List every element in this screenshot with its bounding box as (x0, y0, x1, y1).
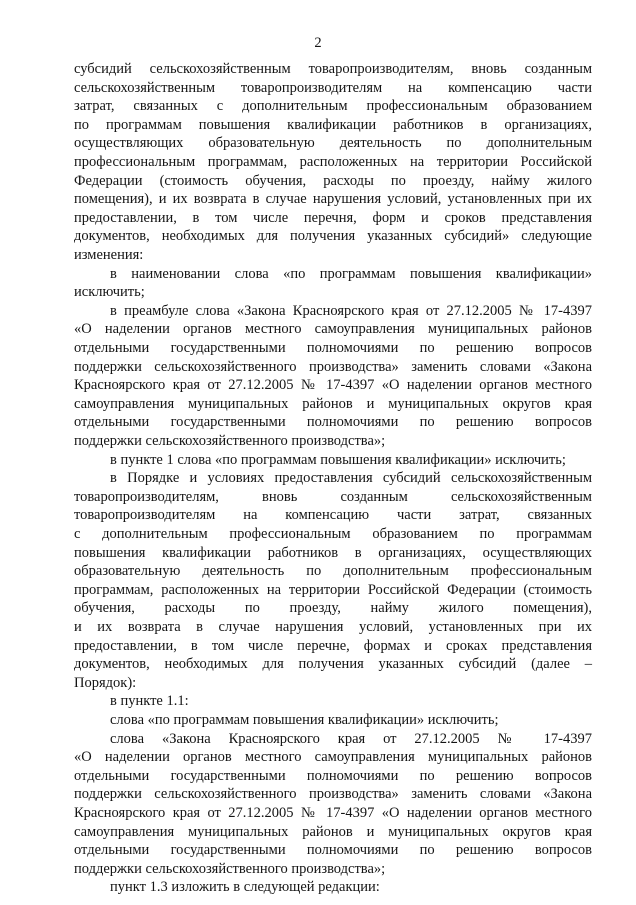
text-line: слова «Закона Красноярского края от 27.12.2005 № 17-4397 (110, 730, 592, 747)
text-line: предоставлении, в том числе перечне, формах и сроках представления (74, 637, 592, 654)
text-line: в преамбуле слова «Закона Красноярского края от 27.12.2005 № 17-4397 (110, 302, 592, 319)
text-line: пункт 1.3 изложить в следующей редакции: (110, 879, 380, 896)
text-line: поддержки сельскохозяйственного производства»; (74, 860, 386, 877)
page-number: 2 (314, 35, 322, 51)
text-line: отдельными государственными полномочиями по решению вопросов (74, 842, 592, 859)
text-line: осуществляющих образовательную деятельность по дополнительным (74, 135, 592, 152)
text-line: с дополнительным профессиональным образованием по программам (74, 526, 592, 542)
text-line: профессиональным программам, расположенных на территории Российской (74, 154, 592, 170)
text-line: поддержки сельскохозяйственного производства»; (74, 433, 386, 449)
text-line: затрат, связанных с дополнительным профессиональным образованием (74, 98, 592, 115)
text-line: Красноярского края от 27.12.2005 № 17-4397 «О наделении органов местного (74, 377, 592, 394)
text-line: помещения), и их возврата в случае нарушения условий, установленных при их (74, 191, 592, 208)
text-line: повышения квалификации работников в организациях, осуществляющих (74, 544, 592, 561)
text-line: отдельными государственными полномочиями по решению вопросов (74, 414, 592, 431)
text-line: «О наделении органов местного самоуправления муниципальных районов (74, 749, 592, 766)
text-line: «О наделении органов местного самоуправления муниципальных районов (74, 321, 592, 338)
text-line: поддержки сельскохозяйственного производства» заменить словами «Закона (74, 358, 592, 375)
text-line: самоуправления муниципальных районов и муниципальных округов края (74, 395, 592, 412)
text-line: предоставлении, в том числе перечня, форм и сроков представления (74, 209, 592, 226)
text-line: изменения: (74, 247, 144, 263)
text-line: товаропроизводителям на компенсацию части затрат, связанных (74, 507, 592, 524)
text-line: субсидий сельскохозяйственным товаропроизводителям, вновь созданным (74, 61, 592, 77)
text-line: товаропроизводителям, вновь созданным сельскохозяйственным (74, 488, 592, 505)
text-line: по программам повышения квалификации работников в организациях, (74, 116, 592, 133)
text-line: в наименовании слова «по программам повышения квалификации» (110, 265, 592, 282)
text-line: исключить; (74, 284, 145, 301)
text-line: документов, необходимых для получения указанных субсидий (далее – (74, 656, 592, 673)
text-line: в Порядке и условиях предоставления субсидий сельскохозяйственным (110, 470, 592, 487)
text-line: слова «по программам повышения квалификации» исключить; (110, 712, 499, 728)
text-line: поддержки сельскохозяйственного производства» заменить словами «Закона (74, 786, 592, 803)
text-line: Федерации (стоимость обучения, расходы по проезду, найму жилого (74, 172, 592, 189)
text-line: самоуправления муниципальных районов и муниципальных округов края (74, 823, 592, 840)
text-line: обучения, расходы по проезду, найму жилого помещения), (74, 600, 592, 617)
text-line: программам, расположенных на территории Российской Федерации (стоимость (74, 581, 592, 598)
text-line: Порядок): (74, 674, 137, 691)
text-line: отдельными государственными полномочиями по решению вопросов (74, 340, 592, 356)
text-line: образовательную деятельность по дополнительным профессиональным (74, 563, 592, 580)
text-line: документов, необходимых для получения указанных субсидий» следующие (74, 228, 592, 245)
text-line: отдельными государственными полномочиями по решению вопросов (74, 767, 592, 784)
text-line: Красноярского края от 27.12.2005 № 17-4397 «О наделении органов местного (74, 805, 592, 821)
text-line: в пункте 1.1: (110, 693, 189, 710)
text-line: в пункте 1 слова «по программам повышения квалификации» исключить; (110, 451, 566, 468)
text-line: и их возврата в случае нарушения условий, установленных при их (74, 619, 592, 635)
text-line: сельскохозяйственным товаропроизводителям на компенсацию части (74, 79, 592, 96)
